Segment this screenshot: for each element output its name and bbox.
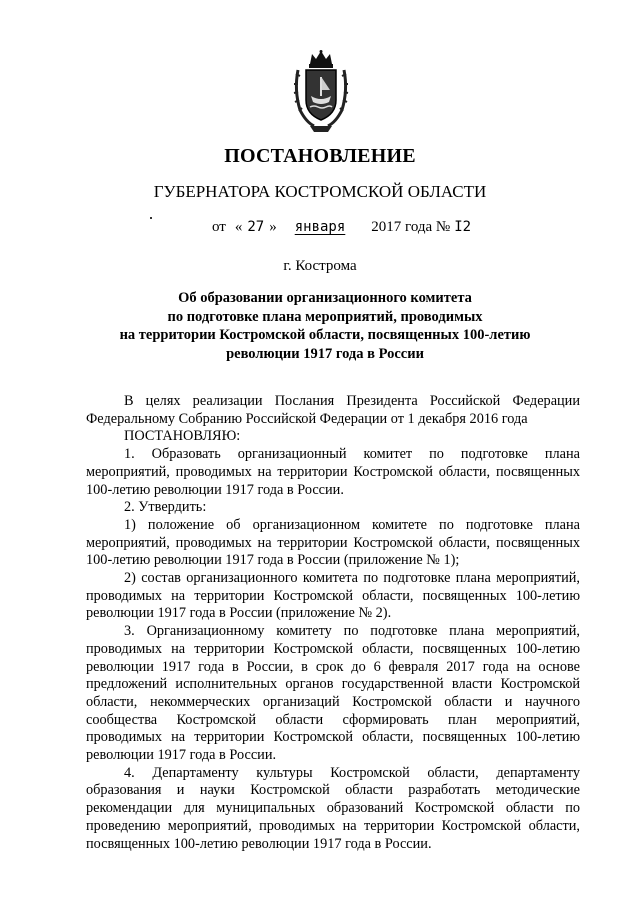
document-heading bbox=[90, 289, 560, 363]
item-1-paragraph: 1. Образовать организационный комитет по подготовке плана мероприятий, проводимых на территории Костромской области, посвященных 100-летию революции 1917 года в России. bbox=[86, 446, 580, 498]
date-month: января bbox=[294, 219, 346, 235]
heading-line: на территории Костромской области, посвященных 100-летию bbox=[119, 327, 531, 343]
coat-of-arms-emblem bbox=[292, 50, 350, 134]
date-quote-close: » bbox=[269, 219, 277, 235]
heading-line: революции 1917 года в России bbox=[226, 345, 424, 362]
resolve-word: ПОСТАНОВЛЯЮ: bbox=[124, 428, 241, 445]
item-4-paragraph: 4. Департаменту культуры Костромской области, департаменту образования и науки Костромской области разработать методические рекомендации для муниципальных образований Костромской области по проведению мероприятий, проводимых на территории Костромской области, посвященных 100-летию революции 1917 года в России. bbox=[86, 764, 580, 852]
item-2-2-paragraph: 2) состав организационного комитета по подготовке плана мероприятий, проводимых на территории Костромской области, посвященных 100-летию революции 1917 года в России (приложение № 2). bbox=[86, 570, 580, 622]
date-line bbox=[212, 219, 471, 236]
date-quote-open: « bbox=[234, 219, 243, 235]
date-day: 27 bbox=[247, 219, 265, 235]
scan-speck bbox=[150, 217, 152, 219]
item-2-1-paragraph: 1) положение об организационном комитете по подготовке плана мероприятий, проводимых на территории Костромской области, посвященных 100-летию революции 1917 года в России (приложение № 1); bbox=[86, 516, 580, 569]
date-prefix: от bbox=[212, 219, 226, 235]
city: г. Кострома bbox=[283, 258, 357, 274]
document-issuer: ГУБЕРНАТОРА КОСТРОМСКОЙ ОБЛАСТИ bbox=[153, 182, 487, 201]
document-number: I2 bbox=[454, 219, 472, 235]
preamble-paragraph: В целях реализации Послания Президента Российской Федерации Федеральному Собранию Российской Федерации от 1 декабря 2016 года bbox=[86, 393, 580, 427]
heading-line: по подготовке плана мероприятий, проводимых bbox=[167, 308, 483, 325]
item-2-paragraph: 2. Утвердить: bbox=[124, 499, 207, 516]
item-3-paragraph: 3. Организационному комитету по подготовке плана мероприятий, проводимых на территории Костромской области, посвященных 100-летию революции 1917 года в России, в срок до 6 февраля 2017 года на основе предложений исполнительных органов государственной власти Костромской области, некоммерческих организаций Костромской области и научного сообщества Костромской области сформировать план мероприятий, проводимых на территории Костромской области, посвященных 100-летию революции 1917 года в России. bbox=[86, 623, 580, 764]
date-year: 2017 года № bbox=[371, 219, 451, 235]
document-body bbox=[86, 393, 580, 853]
document-title: ПОСТАНОВЛЕНИЕ bbox=[224, 145, 416, 167]
heading-line: Об образовании организационного комитета bbox=[178, 290, 472, 306]
